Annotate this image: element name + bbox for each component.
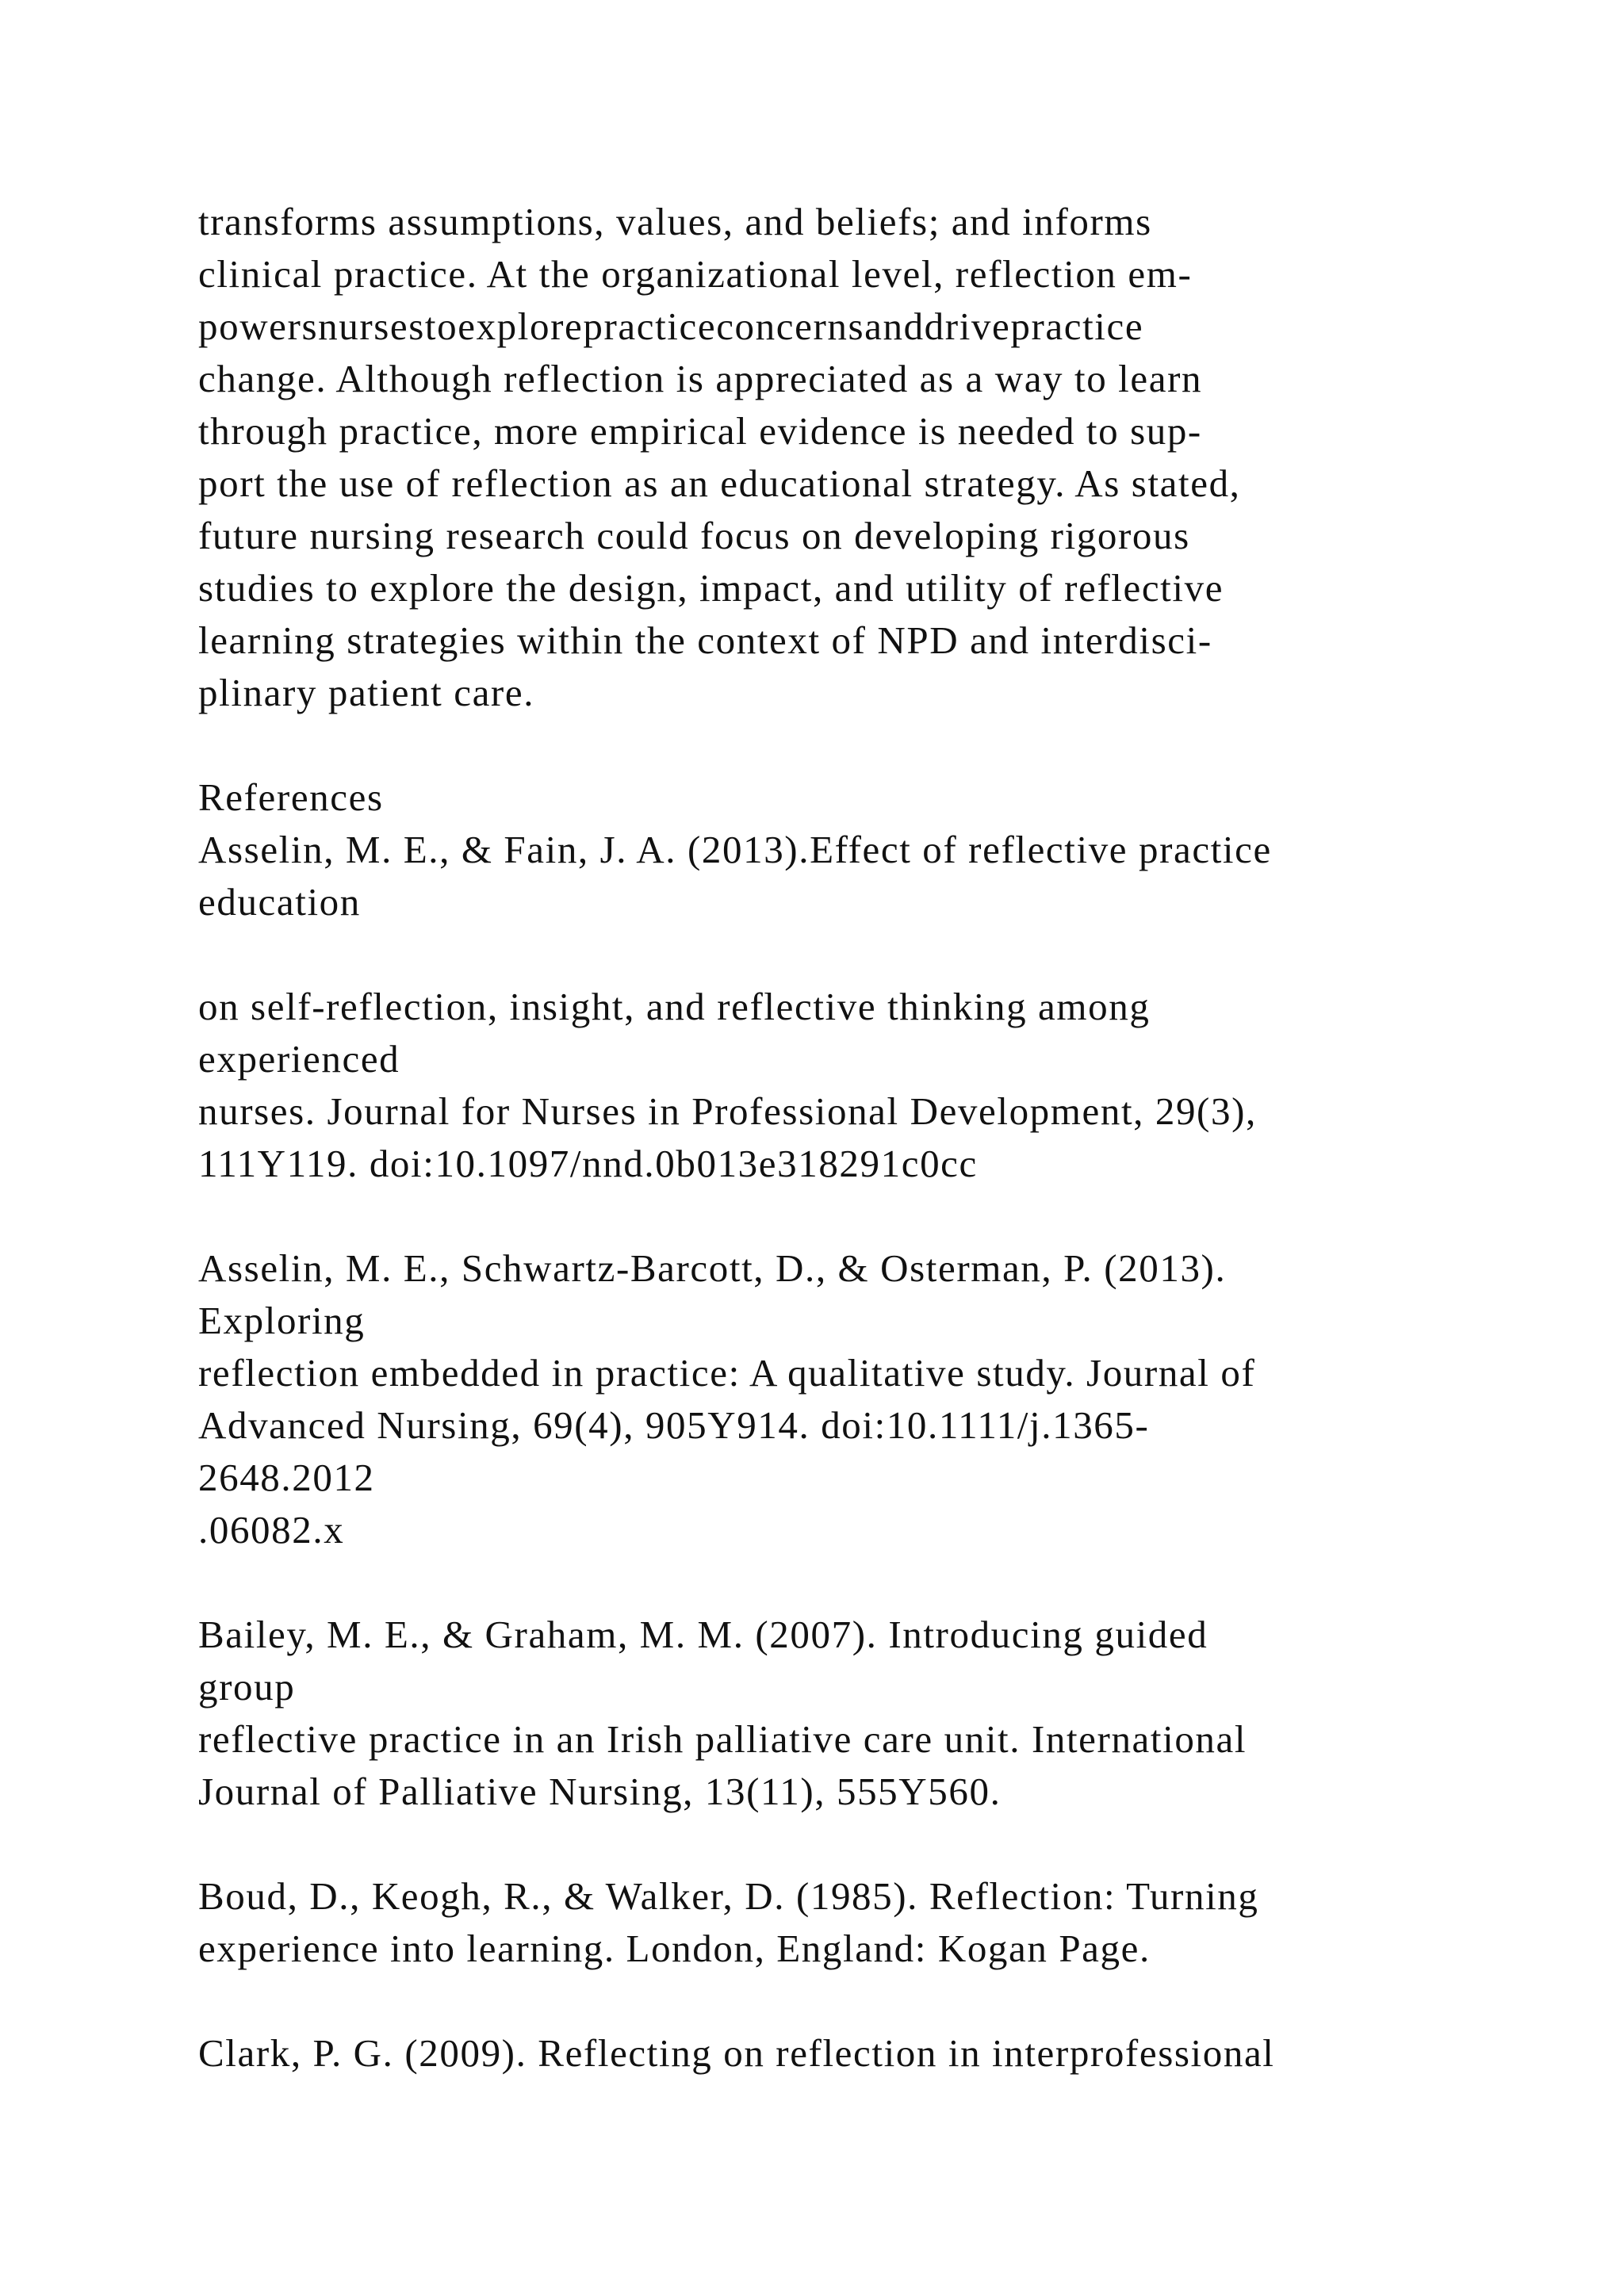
- reference-line: reflection embedded in practice: A qualitative study. Journal of: [198, 1351, 1256, 1395]
- reference-line: [198, 928, 1546, 981]
- reference-line: Bailey, M. E., & Graham, M. M. (2007). Introducing guided: [198, 1613, 1208, 1656]
- reference-line: 2648.2012: [198, 1456, 375, 1499]
- reference-entry: [198, 1242, 1546, 1556]
- reference-line: Asselin, M. E., Schwartz-Barcott, D., & Osterman, P. (2013).: [198, 1246, 1227, 1290]
- spacer: [198, 1556, 1546, 1609]
- spacer: [198, 719, 1546, 771]
- reference-line: Journal of Palliative Nursing, 13(11), 555Y560.: [198, 1770, 1002, 1813]
- document-text: [198, 196, 1546, 2080]
- references-heading: References: [198, 775, 384, 819]
- text-line: change. Although reflection is appreciated as a way to learn: [198, 357, 1203, 400]
- reference-line: experience into learning. London, England: Kogan Page.: [198, 1927, 1151, 1970]
- reference-line: reflective practice in an Irish palliative care unit. International: [198, 1717, 1247, 1761]
- text-line: plinary patient care.: [198, 671, 535, 714]
- text-line: clinical practice. At the organizational level, reflection em-: [198, 252, 1193, 296]
- reference-line: Boud, D., Keogh, R., & Walker, D. (1985). Reflection: Turning: [198, 1874, 1259, 1918]
- reference-line: 111Y119. doi:10.1097/nnd.0b013e318291c0cc: [198, 1142, 978, 1185]
- spacer: [198, 1975, 1546, 2027]
- reference-line: on self-reflection, insight, and reflective thinking among: [198, 985, 1151, 1028]
- reference-line: Advanced Nursing, 69(4), 905Y914. doi:10.1111/j.1365-: [198, 1403, 1150, 1447]
- reference-line: experienced: [198, 1037, 400, 1081]
- reference-line: nurses. Journal for Nurses in Professional Development, 29(3),: [198, 1089, 1257, 1133]
- body-paragraph: [198, 196, 1546, 719]
- reference-entry: [198, 1609, 1546, 1818]
- text-line: learning strategies within the context of NPD and interdisci-: [198, 618, 1212, 662]
- text-line: through practice, more empirical evidence is needed to sup-: [198, 409, 1202, 453]
- text-line: port the use of reflection as an educational strategy. As stated,: [198, 461, 1241, 505]
- text-line: powersnursestoexplorepracticeconcernsanddrivepractice: [198, 304, 1144, 348]
- text-line: transforms assumptions, values, and beliefs; and informs: [198, 200, 1152, 243]
- reference-line: education: [198, 880, 361, 924]
- reference-entry: [198, 824, 1546, 1190]
- reference-line: Clark, P. G. (2009). Reflecting on reflection in interprofessional: [198, 2031, 1275, 2075]
- reference-line: .06082.x: [198, 1508, 345, 1552]
- reference-line: Asselin, M. E., & Fain, J. A. (2013).Effect of reflective practice: [198, 828, 1272, 871]
- reference-entry: [198, 2027, 1546, 2080]
- reference-entry: [198, 1870, 1546, 1975]
- spacer: [198, 1190, 1546, 1242]
- text-line: studies to explore the design, impact, and utility of reflective: [198, 566, 1224, 610]
- reference-line: group: [198, 1665, 296, 1709]
- text-line: future nursing research could focus on developing rigorous: [198, 514, 1190, 557]
- spacer: [198, 1818, 1546, 1870]
- reference-line: Exploring: [198, 1299, 366, 1342]
